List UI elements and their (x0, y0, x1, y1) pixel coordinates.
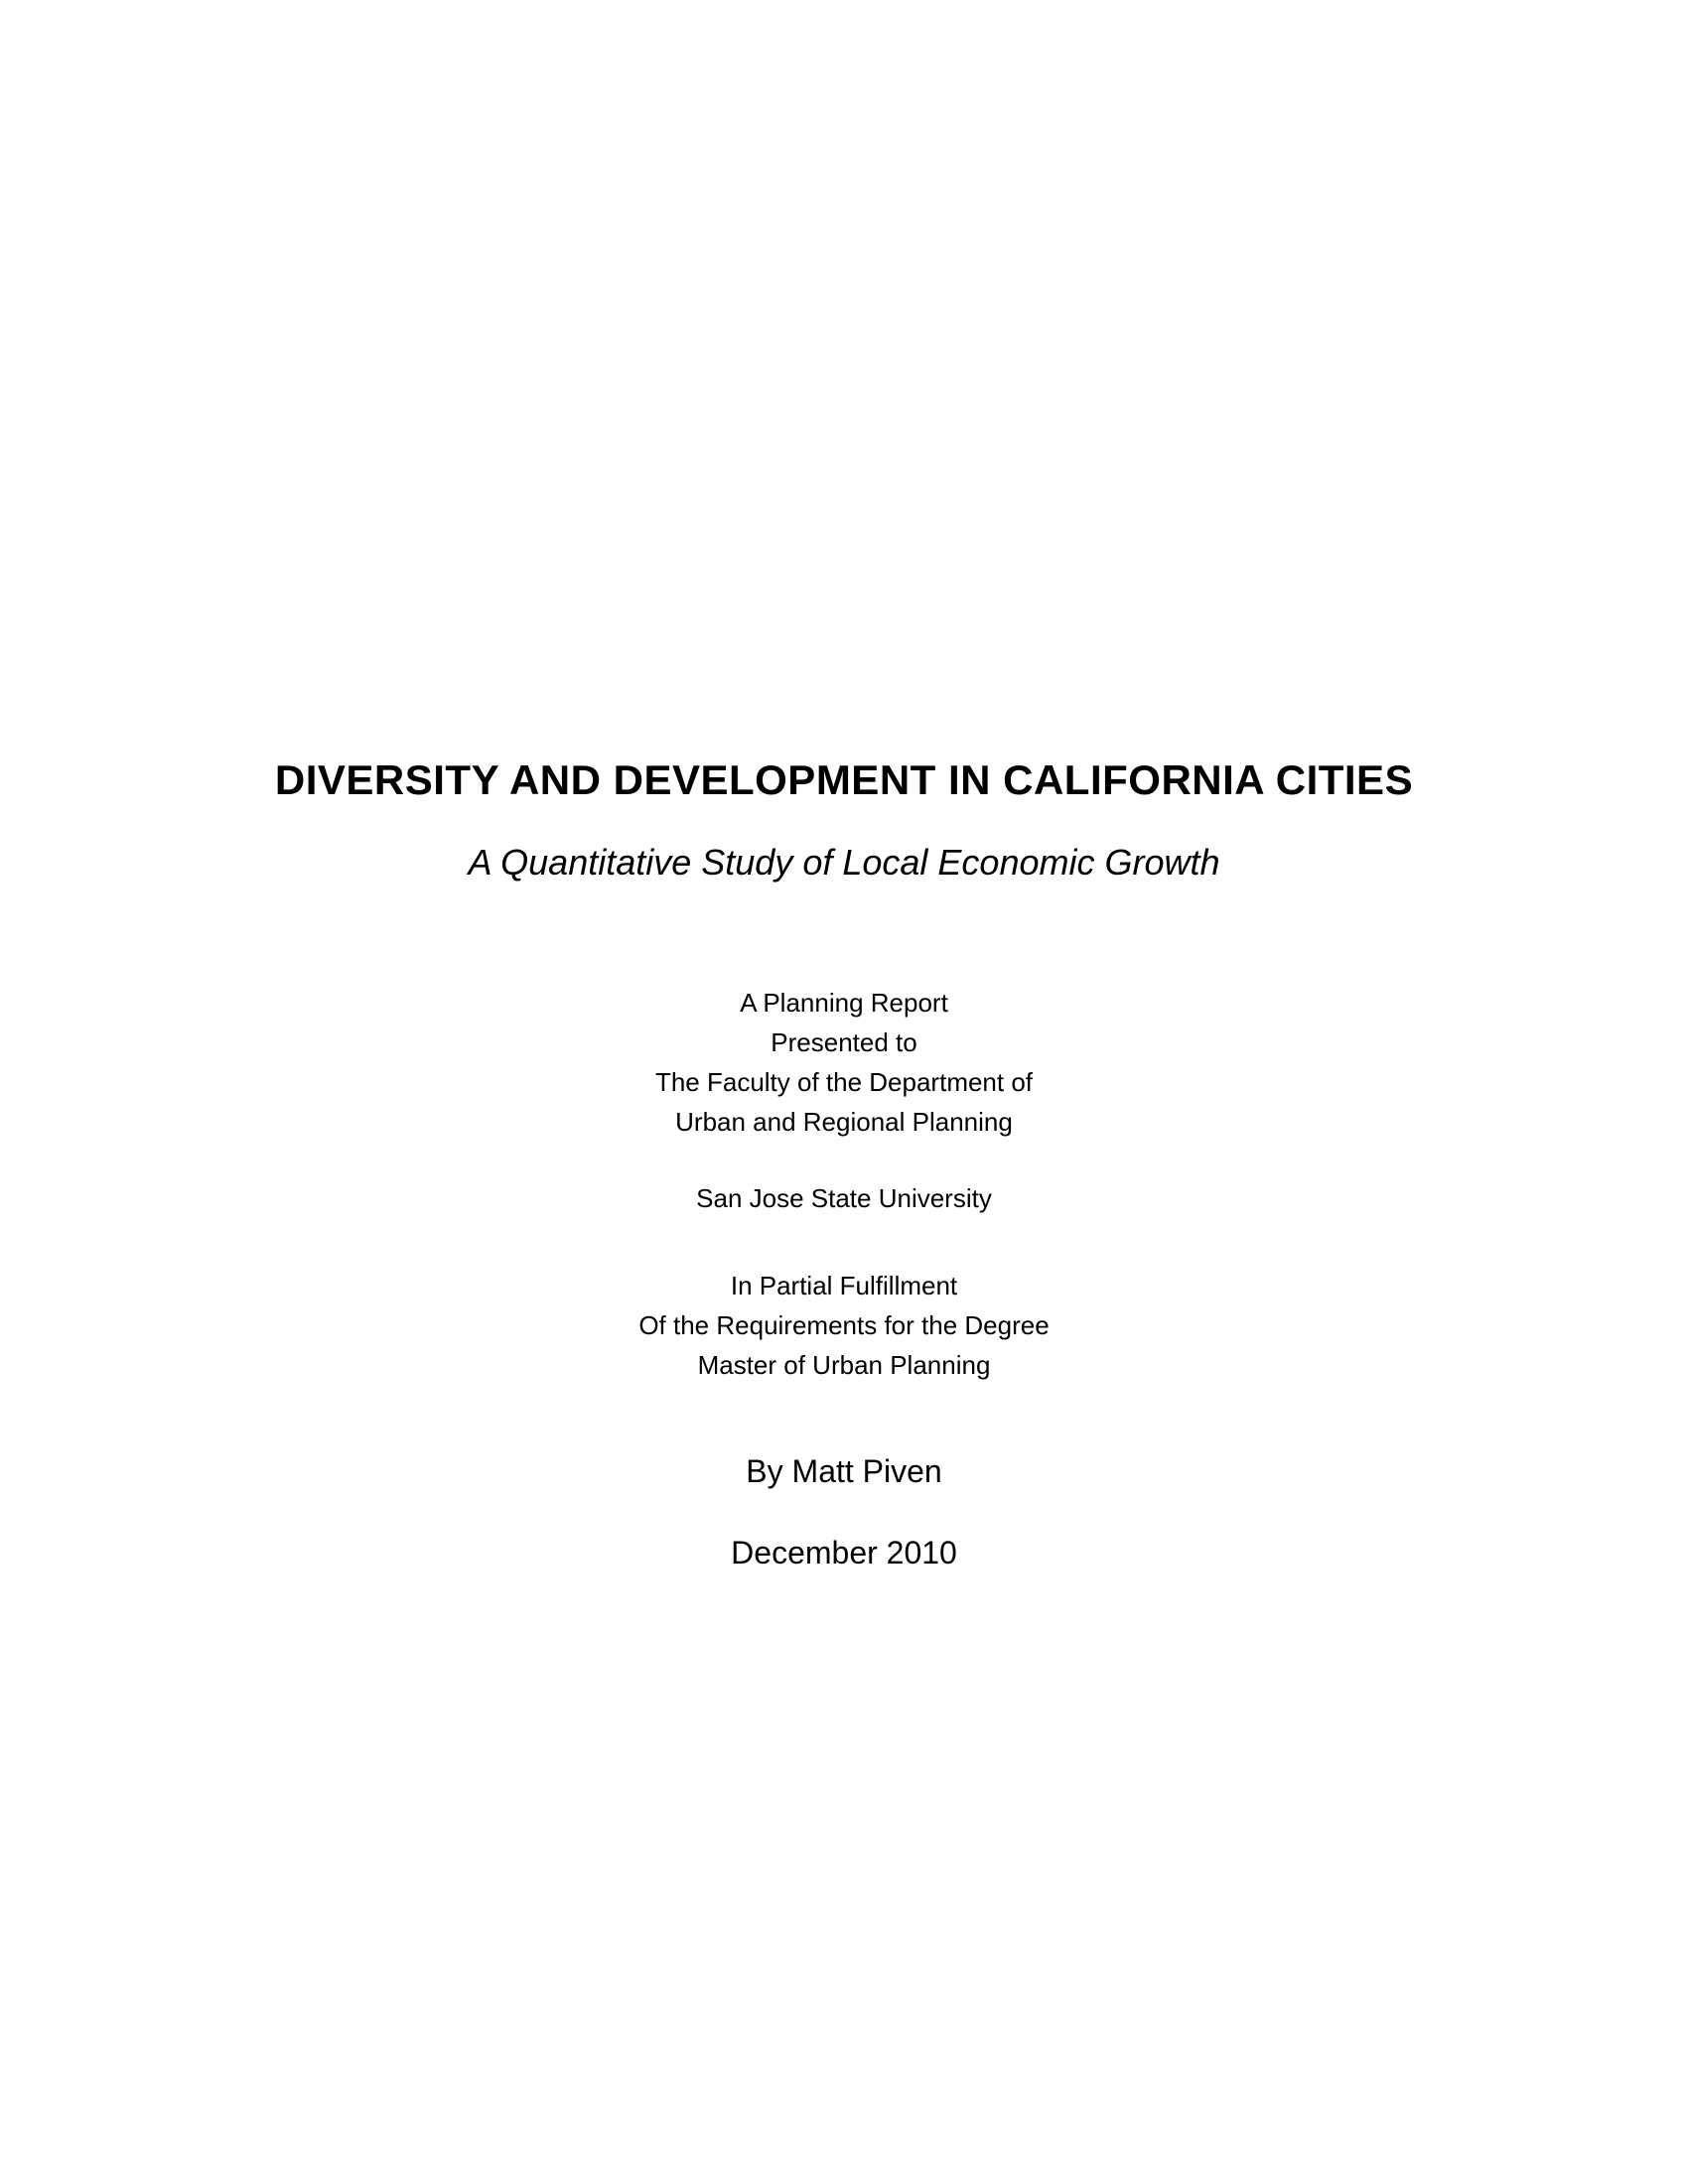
fulfillment-line-1: In Partial Fulfillment (730, 1271, 958, 1300)
fulfillment-block (0, 1266, 1688, 1385)
report-subtitle: A Quantitative Study of Local Economic Growth (468, 842, 1220, 883)
report-title: DIVERSITY AND DEVELOPMENT IN CALIFORNIA CITIES (274, 756, 1414, 803)
presentation-line-4: Urban and Regional Planning (675, 1107, 1013, 1137)
presentation-line-1: A Planning Report (740, 988, 948, 1018)
presentation-line-2: Presented to (771, 1027, 917, 1057)
author-byline: By Matt Piven (746, 1453, 942, 1489)
presentation-block (0, 983, 1688, 1142)
fulfillment-line-2: Of the Requirements for the Degree (638, 1310, 1050, 1340)
publication-date: December 2010 (731, 1535, 957, 1570)
fulfillment-line-3: Master of Urban Planning (697, 1350, 991, 1380)
presentation-line-3: The Faculty of the Department of (654, 1067, 1034, 1097)
university-name: San Jose State University (696, 1183, 992, 1213)
